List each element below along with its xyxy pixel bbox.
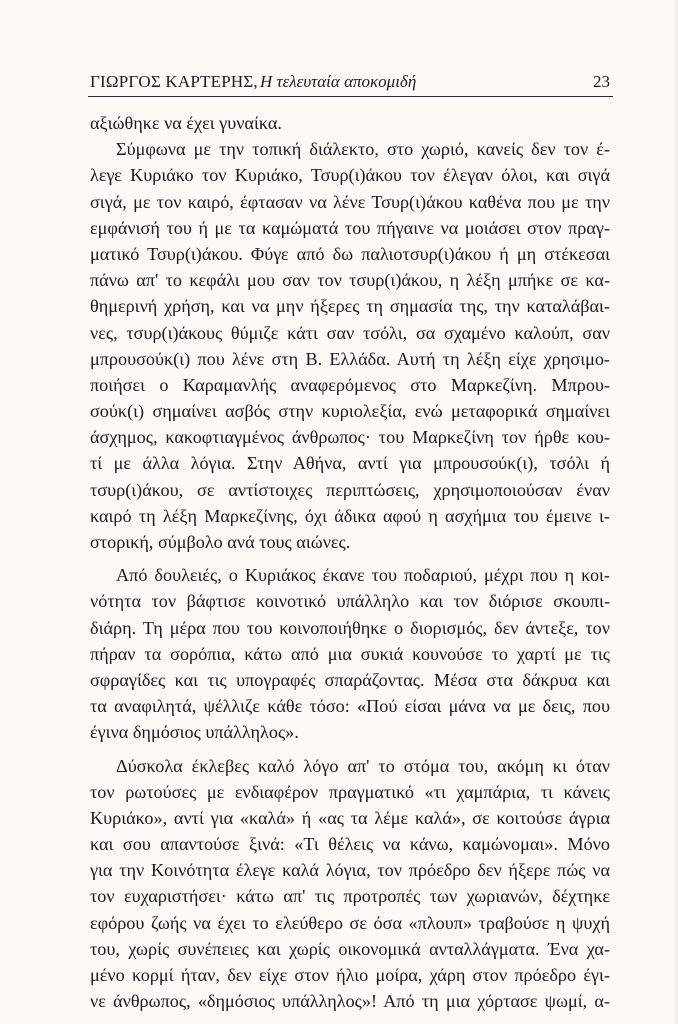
text-line: τον ευχαριστήσει· κάτω απ' τις προτροπές των χωριανών, δέχτηκε (90, 886, 610, 907)
text-line: εφόρου ζωής να έχει το ελεύθερο σε όσα «πλουπ» τραβούσε η ψυχή (90, 912, 610, 933)
text-line: πάνω απ' το κεφάλι μου σαν τον τσυρ(ι)άκου, η λέξη μπήκε σε κα- (90, 270, 610, 291)
text-line: τα αναφιλητά, ψέλλιζε κάθε τόσο: «Πού είσαι μάνα να με δεις, που (90, 696, 610, 717)
text-line: τον ρωτούσες με ενδιαφέρον πραγματικό «τι χαμπάρια, τι κάνεις (90, 781, 610, 802)
text-line: για την Κοινότητα έλεγε καλά λόγια, τον πρόεδρο δεν ήξερε πώς να (90, 860, 610, 881)
body-text (90, 110, 610, 1014)
page-number: 23 (593, 72, 610, 91)
running-head (90, 70, 610, 94)
paragraph-gap (90, 555, 610, 562)
text-line: και σου απαντούσε ξινά: «Τι θέλεις να κάνω, καμώνομαι». Μόνο (90, 834, 610, 855)
header-author: ΓΙΩΡΓΟΣ ΚΑΡΤΕΡΗΣ, (90, 72, 258, 91)
text-line: λεγε Κυριάκο τον Κυριάκο, Τσυρ(ι)άκου τον έλεγαν όλοι, και σιγά (90, 165, 610, 186)
paragraph (90, 110, 610, 136)
text-line: έγινα δημόσιος υπάλληλος». (90, 722, 299, 743)
text-line: ματικό Τσυρ(ι)άκου. Φύγε από δω παλιοτσυρ(ι)άκου ή μη στέκεσαι (90, 243, 610, 264)
paragraph-gap (90, 746, 610, 753)
paragraph (90, 136, 610, 555)
text-line: σιγά, με τον καιρό, έφτασαν να λένε Τσυρ(ι)άκου καθένα που με την (90, 191, 610, 212)
header-title: Η τελευταία αποκομιδή (260, 72, 417, 91)
text-line: άσχημος, κακοφτιαγμένος άνθρωπος· του Μαρκεζίνη τον ήρθε κου- (90, 427, 610, 448)
text-line: του, χωρίς συνέπειες και χωρίς οικονομικά ανταλλάγματα. Ένα χα- (90, 938, 610, 959)
text-line: ποιήσει ο Καραμανλής αναφερόμενος στο Μαρκεζίνη. Μπρου- (90, 374, 610, 395)
text-line: Από δουλειές, ο Κυριάκος έκανε του ποδαριού, μέχρι που η κοι- (116, 565, 610, 586)
text-line: στορική, σύμβολο ανά τους αιώνες. (90, 532, 351, 552)
text-line: σούκ(ι) σημαίνει ασβός στην κυριολεξία, ενώ μεταφορικά σημαίνει (90, 401, 610, 422)
text-line: νε άνθρωπος, «δημόσιος υπάλληλος»! Από τη μια χόρτασε ψωμί, α- (90, 991, 610, 1012)
text-line: σφραγίδες και τις υπογραφές σπαράζοντας. Μέσα στα δάκρυα και (90, 669, 610, 690)
text-line: μένο κορμί ήταν, δεν είχε στον ήλιο μοίρα, χάρη στον πρόεδρο έγι- (90, 965, 610, 985)
text-line: νες, τσυρ(ι)άκους θύμιζε κάτι σαν τσόλι, σα σχαμένο καλούπ, σαν (90, 322, 610, 343)
text-line: αξιώθηκε να έχει γυναίκα. (90, 113, 282, 133)
text-line: Σύμφωνα με την τοπική διάλεκτο, στο χωριό, κανείς δεν τον έ- (116, 139, 610, 160)
header-rule (88, 96, 613, 97)
text-line: τί με άλλα λόγια. Στην Αθήνα, αντί για μπρουσούκ(ι), τσόλι ή (90, 453, 610, 474)
paragraph (90, 753, 610, 1015)
page-edge-shadow (672, 0, 678, 1024)
text-line: τσυρ(ι)άκου, σε αντίστοιχες περιπτώσεις, χρησιμοποιούσαν έναν (90, 479, 610, 500)
text-line: Δύσκολα έκλεβες καλό λόγο απ' το στόμα του, ακόμη κι όταν (116, 755, 610, 776)
text-line: πήραν τα σορόπια, κάτω από μια συκιά κουνούσε το χαρτί με τις (90, 643, 610, 664)
text-line: καιρό τη λέξη Μαρκεζίνης, όχι άδικα αφού η ασχήμια του έμεινε ι- (90, 505, 610, 526)
text-line: διάρη. Τη μέρα που του κοινοποιήθηκε ο διορισμός, δεν άντεξε, τον (90, 617, 610, 638)
text-line: Κυριάκο», αντί για «καλά» ή «ας τα λέμε καλά», σε κοιτούσε άγρια (90, 807, 610, 828)
text-line: θημερινή χρήση, και να μην ήξερες τη σημασία της, την καταλάβαι- (90, 296, 610, 317)
paragraph (90, 562, 610, 745)
text-line: εμφάνισή του ή με τα καμώματά του πήγαινε να μοιάσει στον πραγ- (90, 217, 610, 238)
text-line: νότητα τον βάφτισε κοινοτικό υπάλληλο και τον διόρισε σκουπι- (90, 591, 610, 612)
text-line: μπρουσούκ(ι) που λένε στη Β. Ελλάδα. Αυτή τη λέξη είχε χρησιμο- (90, 348, 610, 369)
